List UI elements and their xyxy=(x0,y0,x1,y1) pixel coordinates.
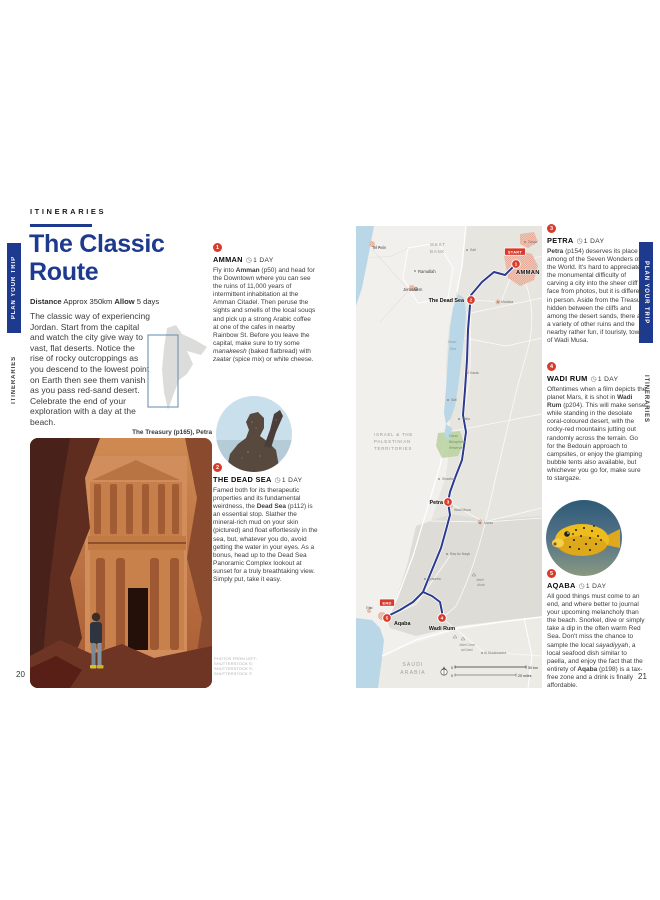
jordan-silhouette xyxy=(143,322,210,418)
treasury-illustration xyxy=(30,438,212,688)
map-label: Jerusalem xyxy=(403,287,423,292)
town-dot xyxy=(524,241,525,242)
stop-number-badge: 4 xyxy=(547,362,556,371)
distance-allow-line: Distance Approx 350km Allow 5 days xyxy=(30,297,160,306)
stop-duration: 1 DAY xyxy=(253,257,274,264)
town-dot xyxy=(466,249,467,250)
town-dot xyxy=(497,301,498,302)
town-dot xyxy=(414,270,415,271)
map-label: Tafila xyxy=(462,417,470,421)
page-title: The Classic Route xyxy=(29,230,165,286)
stop-heading xyxy=(547,374,647,383)
left-plan-your-trip-label: PLAN YOUR TRIP xyxy=(11,256,17,320)
stop-name: WADI RUM xyxy=(547,374,588,383)
map-label: Jebel Umm xyxy=(459,643,476,647)
town-dot xyxy=(446,553,447,554)
stop-name: AMMAN xyxy=(213,255,243,264)
left-plan-your-trip-tab xyxy=(7,243,21,333)
credit-line: SHUTTERSTOCK © xyxy=(214,671,253,676)
town-dot xyxy=(458,418,459,419)
map-label: ARABIA xyxy=(400,670,426,676)
map-label: ad Dami xyxy=(461,648,473,652)
stop-number-badge: 3 xyxy=(547,224,556,233)
map-label: SAUDI xyxy=(402,662,424,668)
town-dot xyxy=(479,522,480,523)
clock-icon: ◷ xyxy=(274,477,281,484)
stop-name: THE DEAD SEA xyxy=(213,475,272,484)
stop-heading xyxy=(213,255,318,264)
map-label: Zarqa xyxy=(528,240,537,244)
map-label: ISRAEL & THE xyxy=(374,432,414,437)
map-label: AMMAN xyxy=(516,270,540,276)
stop-description: Famed both for its therapeutic properties and its fundamental weirdness, the Dead Sea (p112) is an essential stop. Slather the mineral-rich mud on your skin (pictured) and float effortlessly in the sea, but, whatever you do, avoid getting the water in your eyes. As a bonus, head up to the Dead Sea Panoramic Complex lookout at sunset for a truly breathtaking view. Simply put, take it easy. xyxy=(213,487,318,584)
map-label: Jebel xyxy=(476,578,484,582)
left-itineraries-tab xyxy=(7,338,21,422)
stop-description: All good things must come to an end, and where better to journal your upcoming melancholy than the beach. Snorkel, dive or simply take a dip in the often warm Red Sea. Don't miss the chance to sample the local sayadiyyah, a local seafood dish similar to paella, and enjoy the fact that the entirety of Aqaba (p198) is a tax-free zone and a drink is finally affordable. xyxy=(547,593,645,690)
credit-line: SHUTTERSTOCK ©; xyxy=(214,666,254,671)
route-stop-marker-5 xyxy=(383,614,392,623)
scale-zero-top: 0 xyxy=(451,666,453,670)
stop-number-badge: 1 xyxy=(213,243,222,252)
map-label: BANK xyxy=(430,249,446,254)
map-label: Tel Aviv xyxy=(372,245,387,250)
right-page-number: 21 xyxy=(638,672,647,681)
route-stop-marker-2 xyxy=(467,296,476,305)
stop-description: Fly into Amman (p50) and head for the Downtown where you can see the ruins of 11,000 years of intermittent inhabitation at the Amman Citadel. Then peruse the sights and smells of the local souqs and pick up a strong Arabic coffee at one of the cafes in nearby Rainbow St. Before you leave the capital, make sure to try some manakeesh (baked flatbread) with zaatar (spice mix) or white cheese. xyxy=(213,267,316,364)
itinerary-section-wadi-rum xyxy=(547,362,647,483)
credit-line: PHOTOS FROM LEFT: xyxy=(214,656,257,661)
map-label: Madaba xyxy=(501,300,514,304)
route-stop-marker-4 xyxy=(438,614,447,623)
section-kicker: ITINERARIES xyxy=(30,207,107,216)
right-itineraries-label: ITINERARIES xyxy=(643,374,649,423)
scale-zero-bottom: 0 xyxy=(451,674,453,678)
stop-number-badge: 2 xyxy=(213,463,222,472)
stop-duration: 1 DAY xyxy=(583,238,605,245)
map-label: Ma'an xyxy=(484,521,494,525)
stop-name: AQABA xyxy=(547,581,576,590)
treasury-photo xyxy=(30,438,212,688)
svg-text:5: 5 xyxy=(385,616,389,622)
stop-duration: 1 DAY xyxy=(597,376,619,383)
map-label: Salt xyxy=(470,248,476,252)
clock-icon: ◷ xyxy=(578,583,585,590)
map-label: Safi xyxy=(451,398,457,402)
svg-text:3: 3 xyxy=(446,500,450,506)
left-itineraries-label: ITINERARIES xyxy=(11,356,17,404)
map-label: Karak xyxy=(470,371,479,375)
photo-credits xyxy=(214,656,272,676)
map-label: Sea xyxy=(449,347,457,351)
clock-icon: ◷ xyxy=(590,376,597,383)
stop-description: Petra (p154) deserves its place among of the Seven Wonders of the World. It's hard to appreciate the monumental difficulty of carving a city into the sheer cliff face from photos, but it is different in person. Aside from the Treasury hidden between the cliffs and among the desert sands, there are a variety of other ruins and the nearby rather fun, if touristy, town of Wadi Musa. xyxy=(547,248,647,345)
end-badge xyxy=(380,599,395,606)
map-label: Shawbak xyxy=(442,477,456,481)
svg-text:4: 4 xyxy=(440,616,444,622)
map-label: Wadi Musa xyxy=(454,508,471,512)
map-label: Ramallah xyxy=(418,269,436,274)
town-dot xyxy=(447,399,448,400)
town-dot xyxy=(481,652,482,653)
stop-duration: 1 DAY xyxy=(281,477,303,484)
route-stop-marker-1 xyxy=(512,260,521,269)
svg-text:END: END xyxy=(382,600,392,606)
boxfish-photo xyxy=(546,500,622,576)
jordan-locator-inset xyxy=(143,322,210,418)
map-label: Biosphere xyxy=(449,440,466,444)
route-stop-marker-3 xyxy=(444,498,453,507)
map-label: Eilat xyxy=(366,606,373,610)
credit-line: SHUTTERSTOCK ©; xyxy=(214,661,254,666)
itinerary-section-aqaba xyxy=(547,569,647,690)
map-label: Atrab xyxy=(477,583,485,587)
svg-text:START: START xyxy=(507,249,523,255)
start-badge xyxy=(505,248,526,255)
scale-distance-km: 50 km xyxy=(528,666,538,670)
map-label: Al Mudawwara xyxy=(484,651,507,655)
map-label: Aqaba xyxy=(394,621,411,627)
intro-paragraph: The classic way of experiencing Jordan. Start from the capital and watch the city give way to vast, flat deserts. Notice the rise of rocky outcroppings as you descend to the lowest point on Earth then see them vanish as you pass red-sand desert. Celebrate the end of your exploration with a day at the beach. xyxy=(30,311,151,427)
stop-description: Oftentimes when a film depicts the planet Mars, it is shot in Wadi Rum (p204). This will make sense while standing in the desolate coral-coloured desert, with the rocky-red mountains jutting out randomly across the terrain. Go for the Bedouin approach to campsites, or enjoy the glamping bubble tents also available, but whichever you go for, make sure to stargaze. xyxy=(547,386,647,483)
kicker-rule xyxy=(30,224,92,227)
left-page-number: 20 xyxy=(16,670,25,679)
jordan-route-map xyxy=(356,226,542,688)
scale-distance-miles: 25 miles xyxy=(518,674,532,678)
stop-heading xyxy=(213,475,318,484)
stop-name: PETRA xyxy=(547,236,574,245)
map-label: Reserve xyxy=(449,446,463,450)
clock-icon: ◷ xyxy=(245,257,253,264)
map-label: PALESTINIAN xyxy=(374,439,412,444)
map-label: TERRITORIES xyxy=(374,446,413,451)
town-dot xyxy=(466,372,467,373)
map-label: Petra xyxy=(429,500,443,506)
itinerary-section-dead-sea xyxy=(213,463,318,584)
stop-duration: 1 DAY xyxy=(585,583,607,590)
map-label: Quweira xyxy=(428,577,441,581)
town-dot xyxy=(438,478,439,479)
photo-caption: The Treasury (p165), Petra xyxy=(132,429,212,436)
map-label: Wadi Rum xyxy=(428,626,456,632)
town-dot xyxy=(424,578,425,579)
map-label: Dana xyxy=(449,434,458,438)
map-label: The Dead Sea xyxy=(428,298,464,304)
itinerary-section-amman xyxy=(213,243,318,364)
map-label: Ras An Naqb xyxy=(450,552,470,556)
svg-text:1: 1 xyxy=(514,262,518,268)
dead-sea-mud-photo xyxy=(216,396,292,472)
clock-icon: ◷ xyxy=(576,238,583,245)
right-plan-your-trip-label: PLAN YOUR TRIP xyxy=(643,260,649,325)
itinerary-section-petra xyxy=(547,224,647,345)
map-label: Dead xyxy=(447,340,457,344)
svg-text:2: 2 xyxy=(469,298,473,304)
map-label: WEST xyxy=(430,242,446,247)
stop-heading xyxy=(547,236,647,245)
stop-heading xyxy=(547,581,647,590)
stop-number-badge: 5 xyxy=(547,569,556,578)
